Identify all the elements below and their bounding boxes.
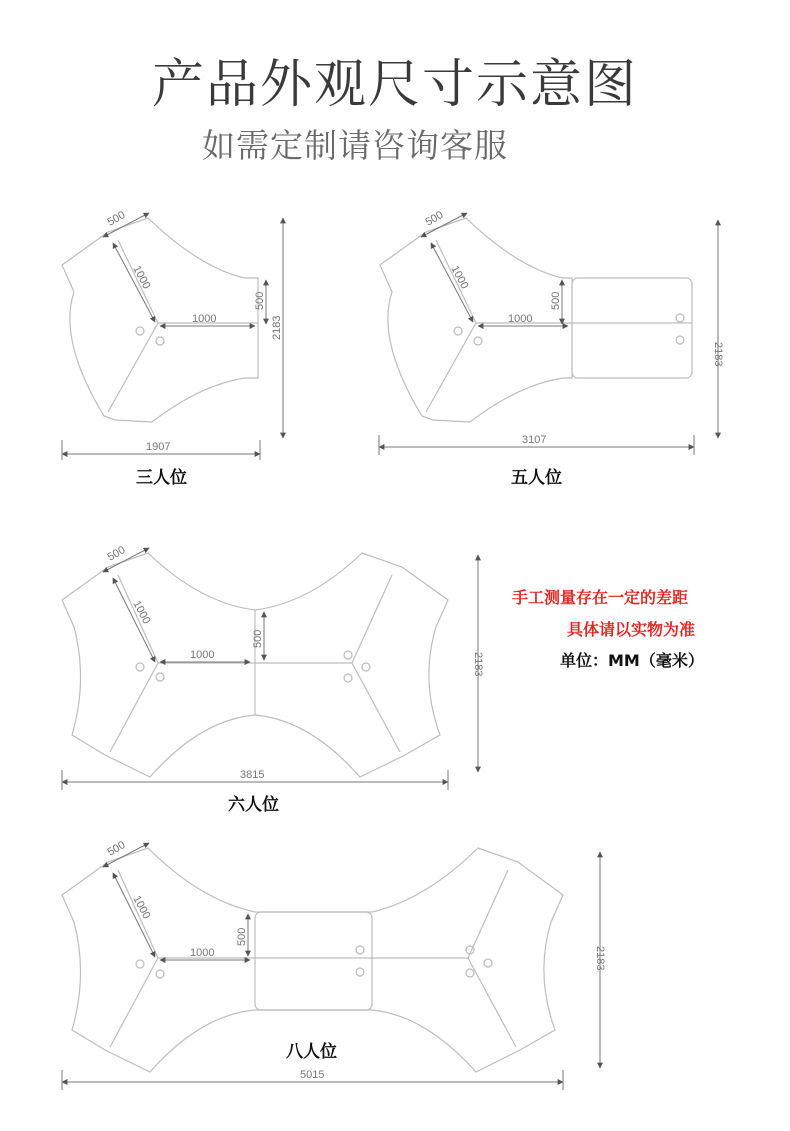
six-seat-dim-total: 3815 [240,769,265,781]
three-seat-dimensions [62,213,283,460]
caption-eight-seat: 八人位 [286,1042,337,1062]
six-seat-dim-height: 2183 [472,652,484,677]
six-seat-dim-inner: 1000 [190,649,215,661]
eight-seat-dim-height: 2183 [594,946,606,971]
note-actual-product: 具体请以实物为准 [567,620,696,639]
drawing-five-seat [380,218,692,422]
note-measurement-error: 手工测量存在一定的差距 [512,588,689,607]
six-seat-dim-side: 500 [252,629,264,648]
three-seat-outline [62,218,258,422]
three-seat-dim-height: 2183 [271,315,283,340]
drawing-three-seat [62,218,258,422]
three-seat-dim-seat-depth: 1000 [130,263,153,292]
five-seat-dim-labels [424,209,725,446]
three-seat-grommet-2 [156,337,164,345]
caption-five-seat: 五人位 [511,468,562,488]
eight-seat-dim-inner: 1000 [190,947,215,959]
six-seat-dim-seat-width: 500 [105,544,128,564]
three-seat-dim-side: 500 [254,291,266,310]
eight-seat-rect-desk [255,912,372,1010]
page-subtitle: 如需定制请咨询客服 [202,126,508,165]
five-seat-dim-seat-depth: 1000 [448,263,471,292]
three-seat-divider-3 [108,323,158,412]
five-seat-dim-inner: 1000 [508,313,533,325]
eight-seat-dim-side: 500 [236,927,248,946]
three-seat-dim-total: 1907 [146,441,171,453]
drawing-six-seat [62,553,448,777]
six-seat-dim-seat-depth: 1000 [130,598,153,627]
three-seat-dim-inner: 1000 [192,313,217,325]
five-seat-dim-side: 500 [550,291,562,310]
five-seat-outline [380,218,572,422]
eight-seat-dim-total: 5015 [300,1069,325,1081]
five-seat-dim-seat-width: 500 [423,209,446,229]
six-seat-dimensions [62,548,478,790]
eight-seat-dim-seat-depth: 1000 [130,893,153,922]
note-unit: 单位：MM（毫米） [560,651,704,670]
page-title: 产品外观尺寸示意图 [151,55,638,115]
eight-seat-dim-seat-width: 500 [105,839,128,859]
five-seat-rect-desk [572,278,692,378]
three-seat-dim-labels [106,209,284,453]
caption-three-seat: 三人位 [136,468,187,488]
three-seat-dim-seat-width: 500 [105,209,128,229]
five-seat-dim-total: 3107 [522,434,547,446]
three-seat-grommet-1 [136,327,144,335]
five-seat-dim-height: 2183 [712,342,724,367]
caption-six-seat: 六人位 [228,795,279,815]
